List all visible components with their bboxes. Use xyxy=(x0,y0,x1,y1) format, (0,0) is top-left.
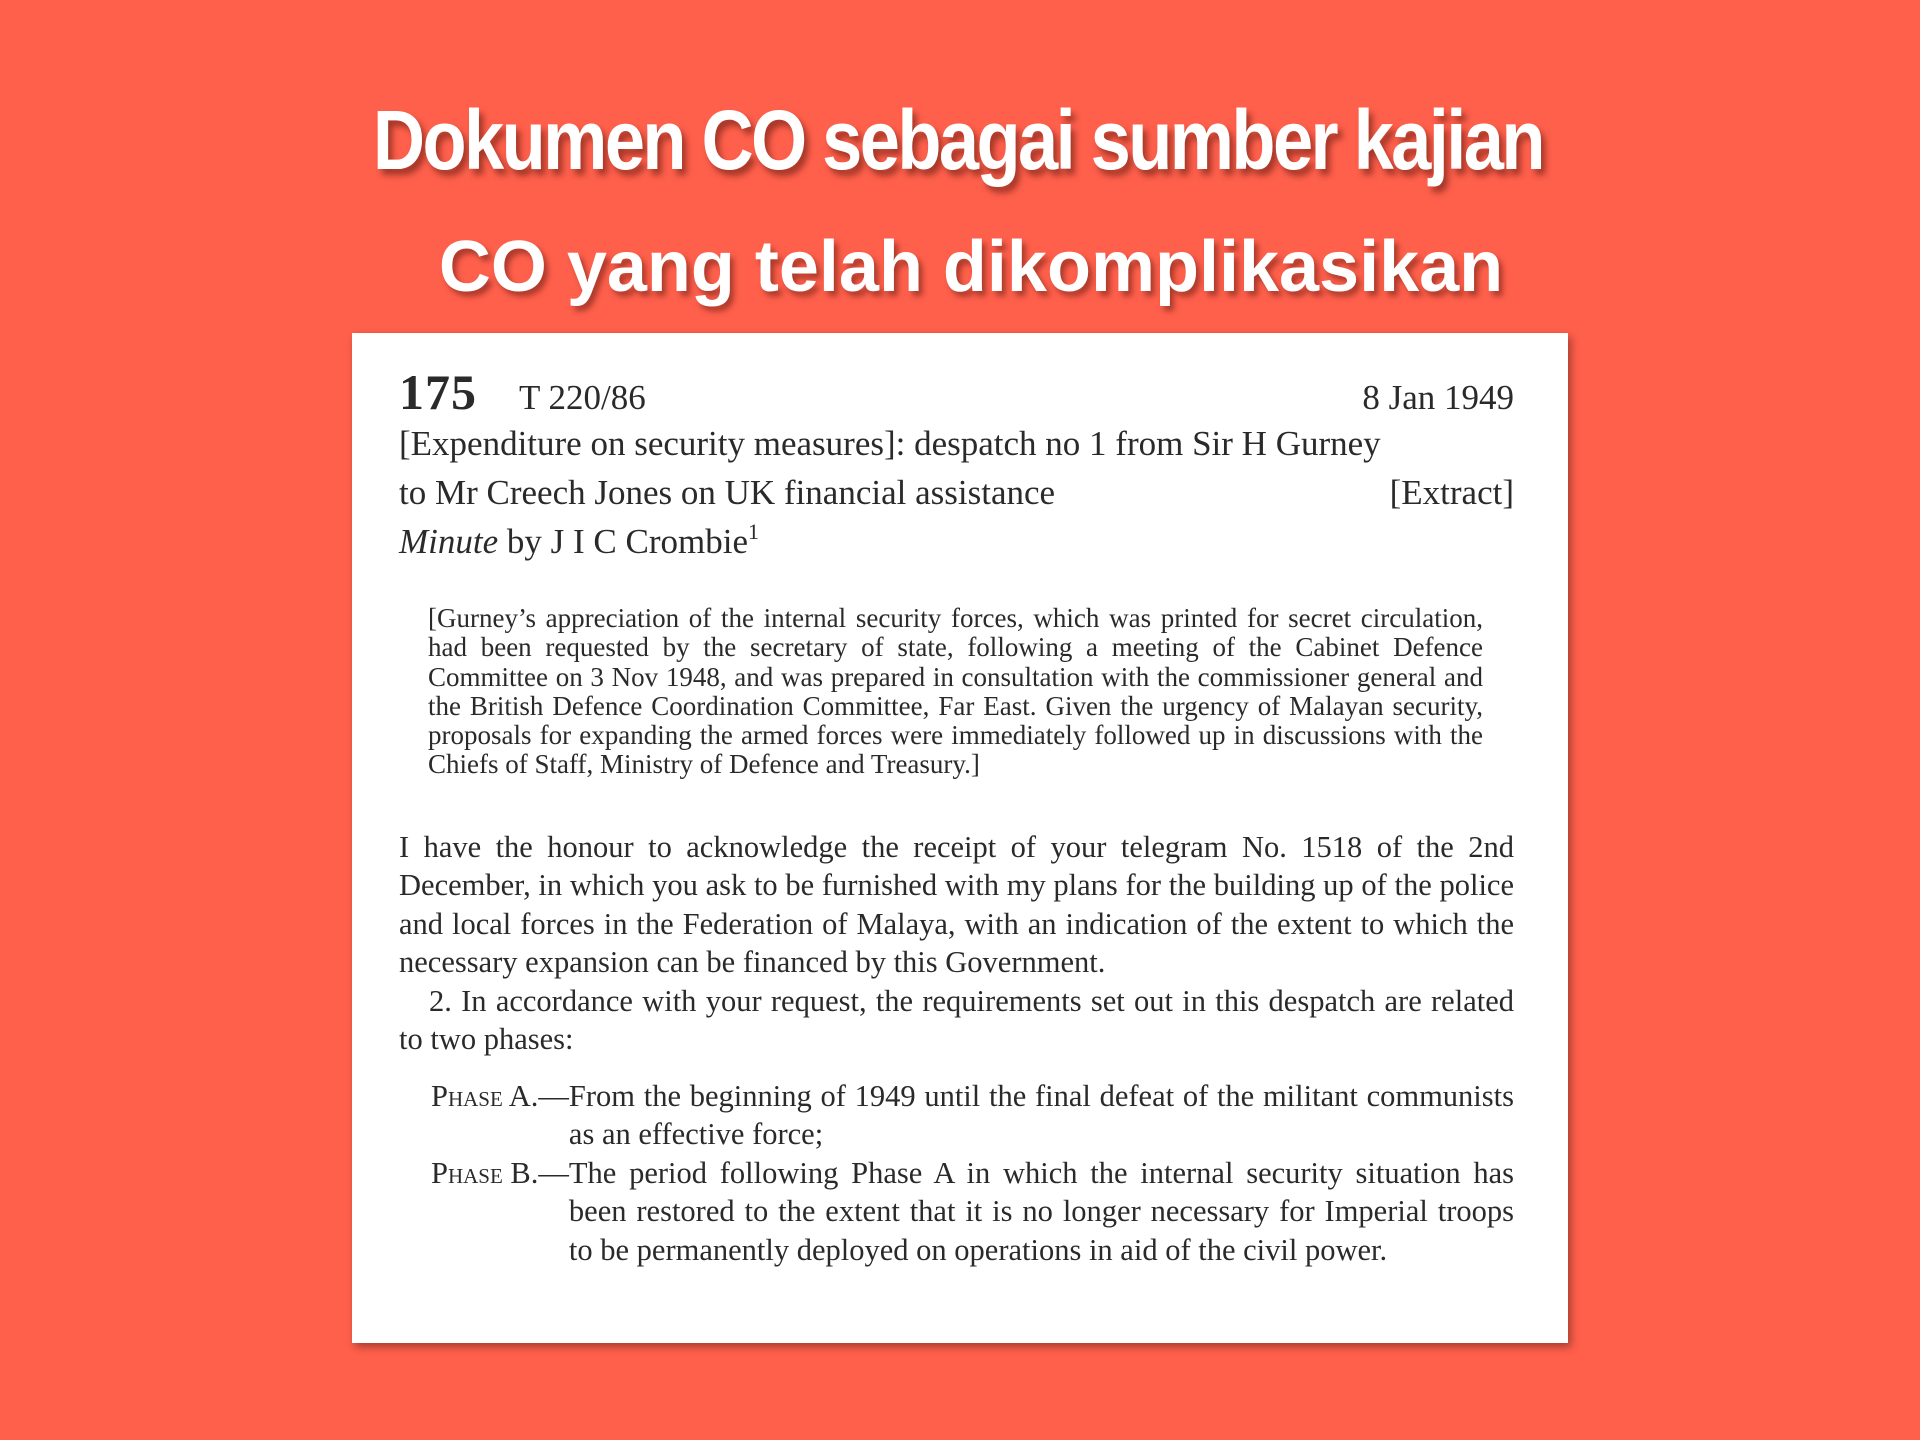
phase-label: Phase A. xyxy=(431,1078,539,1113)
phases-list xyxy=(399,1077,1514,1270)
document-date: 8 Jan 1949 xyxy=(1362,378,1514,417)
phase-label: Phase B. xyxy=(431,1155,539,1190)
minute-label: Minute xyxy=(399,522,499,561)
slide-subtitle: CO yang telah dikomplikasikan xyxy=(438,227,1504,307)
footnote-mark: 1 xyxy=(748,519,759,544)
editorial-note: [Gurney’s appreciation of the internal security forces, which was printed for secret circulation, had been requested by the secretary of state, following a meeting of the Cabinet Defence Committee on 3 Nov 1948, and was prepared in consultation with the commissioner general and the British Defence Coordination Committee, Far East. Given the urgency of Malayan security, proposals for expanding the armed forces were immediately followed up in discussions with the Chiefs of Staff, Ministry of Defence and Treasury.] xyxy=(428,603,1483,780)
phase-dash: — xyxy=(538,1078,569,1113)
minute-author: by J I C Crombie xyxy=(498,522,748,561)
phase-item xyxy=(431,1077,1514,1154)
paragraph-1: I have the honour to acknowledge the receipt of your telegram No. 1518 of the 2nd December, in which you ask to be furnished with my plans for the building up of the police and local forces in the Federation of Malaya, with an indication of the extent to which the necessary expansion can be financed by this Government. xyxy=(399,829,1514,980)
document-body xyxy=(399,828,1514,1059)
document-reference: T 220/86 xyxy=(519,378,646,417)
document-title xyxy=(399,419,1514,517)
document-number: 175 xyxy=(399,364,477,420)
extract-label: [Extract] xyxy=(1389,473,1514,512)
paragraph-2: 2. In accordance with your request, the requirements set out in this despatch are related to two phases: xyxy=(399,983,1514,1057)
slide-title: Dokumen CO sebagai sumber kajian xyxy=(372,93,1543,187)
document-title-line-2: to Mr Creech Jones on UK financial assistance xyxy=(399,473,1056,512)
document-title-line-1: [Expenditure on security measures]: despatch no 1 from Sir H Gurney xyxy=(399,424,1381,463)
phase-text: The period following Phase A in which the internal security situation has been restored to the extent that it is no longer necessary for Imperial troops to be permanently deployed on operations in aid of the civil power. xyxy=(568,1155,1514,1267)
phase-text: From the beginning of 1949 until the final defeat of the militant communists as an effective force; xyxy=(568,1078,1514,1152)
document-header xyxy=(399,363,1514,419)
document-image xyxy=(352,333,1568,1343)
phase-dash: — xyxy=(538,1155,569,1190)
phase-item xyxy=(431,1154,1514,1270)
document-minute xyxy=(399,517,1514,566)
